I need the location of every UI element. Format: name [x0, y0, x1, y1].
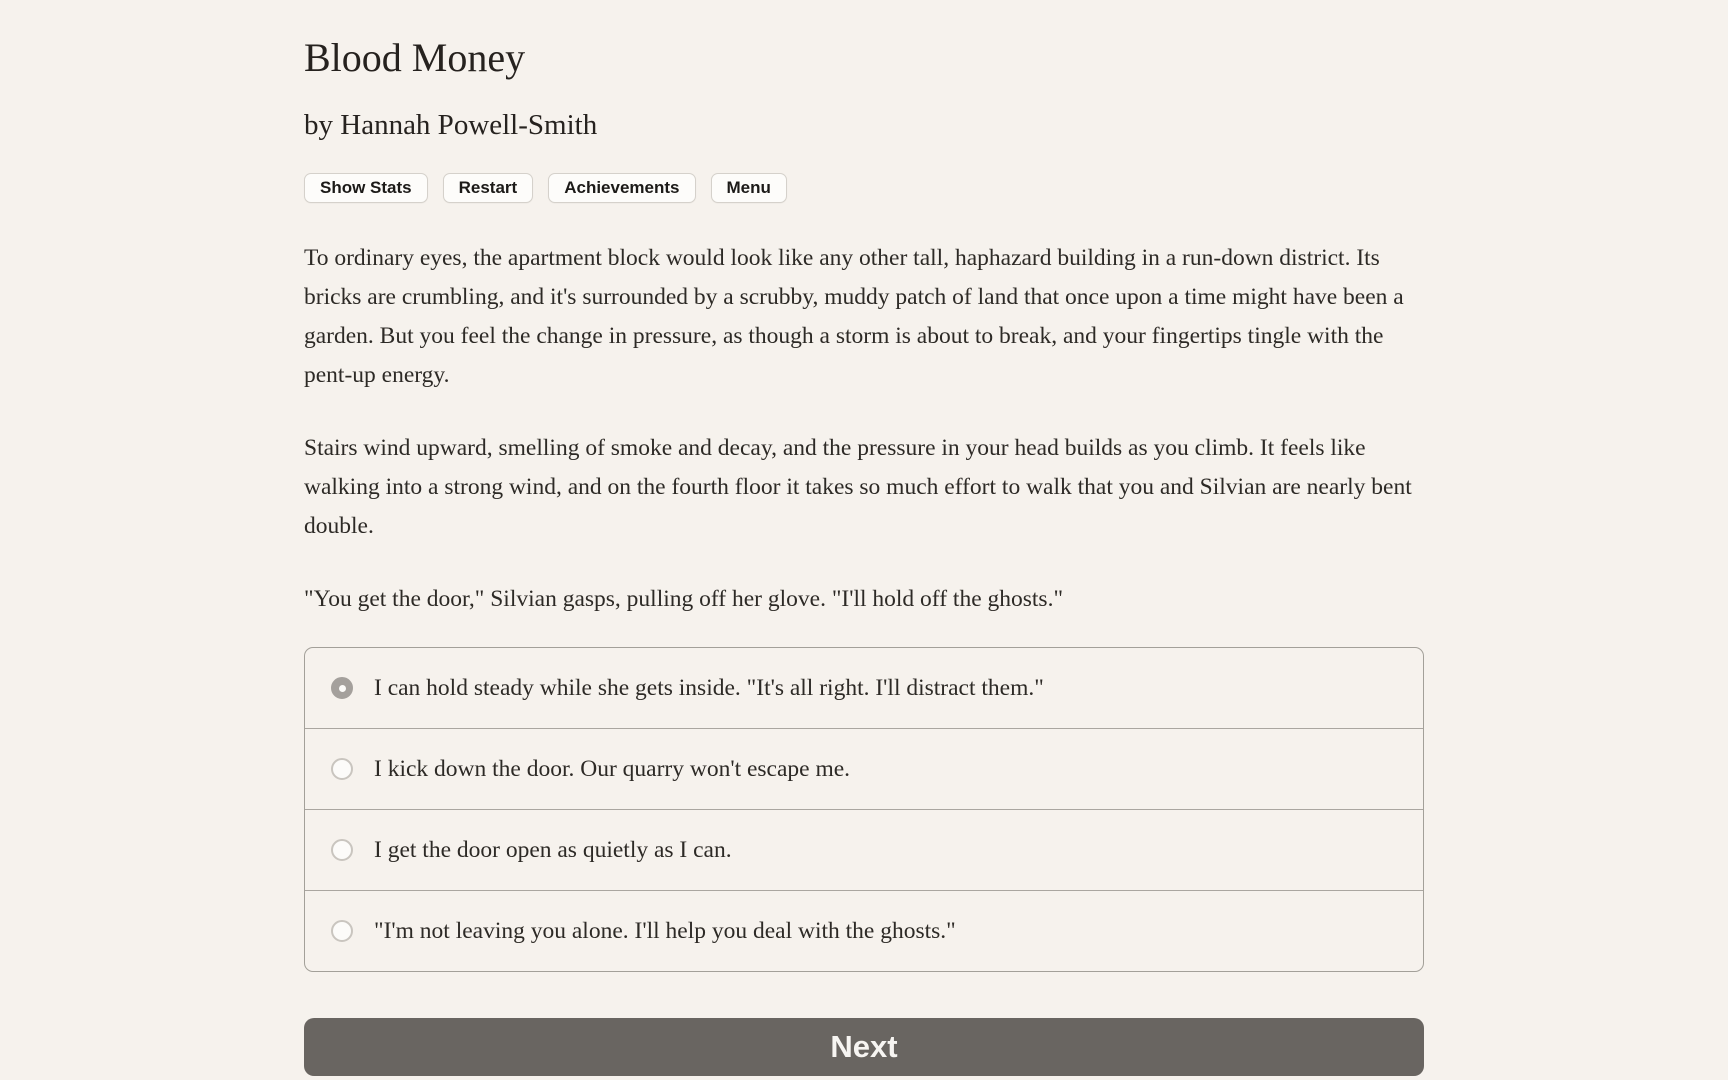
achievements-button[interactable]: Achievements: [548, 173, 695, 203]
choice-label[interactable]: I can hold steady while she gets inside. "It's all right. I'll distract them.": [374, 675, 1044, 701]
choice-option-3[interactable]: [305, 809, 1423, 890]
restart-button[interactable]: Restart: [443, 173, 534, 203]
game-author: by Hannah Powell-Smith: [304, 109, 598, 141]
game-title: Blood Money: [304, 35, 526, 80]
choice-option-1[interactable]: [305, 648, 1423, 728]
choice-option-2[interactable]: [305, 728, 1423, 809]
radio-icon[interactable]: [331, 839, 353, 861]
radio-icon[interactable]: [331, 920, 353, 942]
story-paragraph: To ordinary eyes, the apartment block would look like any other tall, haphazard building in a run-down district. Its bricks are crumbling, and it's surrounded by a scrubby, muddy patch of land that once upon a time might have been a garden. But you feel the change in pressure, as though a storm is about to break, and your fingertips tingle with the pent-up energy.: [304, 245, 1404, 388]
choice-label[interactable]: "I'm not leaving you alone. I'll help you deal with the ghosts.": [374, 918, 956, 944]
show-stats-button[interactable]: Show Stats: [304, 173, 428, 203]
radio-icon[interactable]: [331, 677, 353, 699]
story-text: [304, 239, 1424, 619]
radio-icon[interactable]: [331, 758, 353, 780]
menu-button[interactable]: Menu: [711, 173, 787, 203]
next-button[interactable]: Next: [304, 1018, 1424, 1076]
game-page: [304, 0, 1424, 1076]
story-paragraph: "You get the door," Silvian gasps, pulling off her glove. "I'll hold off the ghosts.": [304, 586, 1064, 612]
choice-label[interactable]: I get the door open as quietly as I can.: [374, 837, 732, 863]
toolbar: [304, 173, 1424, 203]
choice-label[interactable]: I kick down the door. Our quarry won't escape me.: [374, 756, 851, 782]
choice-list: [304, 647, 1424, 972]
choice-option-4[interactable]: [305, 890, 1423, 971]
story-paragraph: Stairs wind upward, smelling of smoke and decay, and the pressure in your head builds as you climb. It feels like walking into a strong wind, and on the fourth floor it takes so much effort to walk that you and Silvian are nearly bent double.: [304, 435, 1412, 539]
